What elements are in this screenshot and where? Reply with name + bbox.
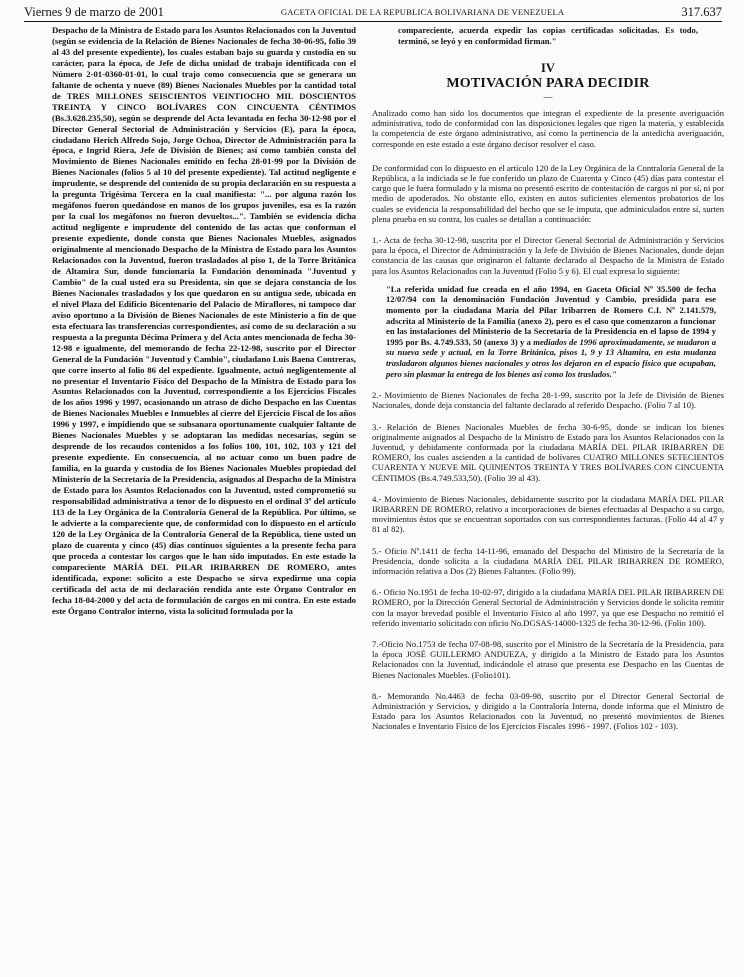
right-column [372,25,724,732]
header-gazette-title: GACETA OFICIAL DE LA REPUBLICA BOLIVARIANA DE VENEZUELA [280,7,565,17]
evidence-item-1: 1.- Acta de fecha 30-12-98, suscrita por el Director General Sectorial de Administración y Servicios para la época, el Director de Administración y la Jefe de División de Bienes Nacionales, donde dejan constancia de las causas que originaron el faltante declarado al Despacho de la Ministra de Estado para los Asuntos Relacionados con la Juventud (Folio 5 y 6). El cual expresa lo siguiente: [372,235,724,276]
evidence-item-2: 2.- Movimiento de Bienes Nacionales de fecha 28-1-99, suscrito por la Jefe de División de Bienes Nacionales, donde deja constancia del faltante declarado al referido Despacho. (Folio 7 al 10). [372,390,724,411]
header-page-number: 317.637 [681,5,722,19]
evidence-item-3: 3.- Relación de Bienes Nacionales Muebles de fecha 30-6-95, donde se indican los bienes originalmente asignados al Despacho de la Ministro de Estado para los Asuntos Relacionados con la Juventud, y debidamente conformada por la ciudadana MARÍA DEL PILAR IRIBARREN DE ROMERO, los cuales ascienden a la cantidad de bolívares CUATRO MILLONES SETECIENTOS CUARENTA Y NUEVE MIL QUINIENTOS TREINTA Y TRES BOLÍVARES CON CINCUENTA CÉNTIMOS (Bs.4.749.533,50). (Folio 39 al 43). [372,421,724,483]
evidence-item-7: 7.-Oficio No.1753 de fecha 07-08-98, suscrito por el Ministro de la Secretaría de la Presidencia, para la época JOSÉ GUILLERMO ANDUEZA, y dirigido a la Ministro de Estado para los Asuntos Relacionados con la Juventud, indicándole el atraso que presenta ese Despacho en las Cuentas de Bienes Nacionales Muebles. (Folio101). [372,639,724,680]
acta-quote-italic: mediados de 1996 aproximadamente, se mudaron a su nueva sede y actual, en la Torre Británica, pisos 1, 9 y 13 Altamira, en esta mudanza trasladaron algunos bienes nacionales y otros los dejaron en el espacio físico que ocupaban, pero sin plasmar la entrega de los bienes así como los traslados." [386,336,716,379]
closing-paragraph: compareciente, acuerda expedir las copias certificadas solicitadas. Es todo, terminó, se leyó y en conformidad firman." [398,25,698,46]
section-number: IV [541,61,555,75]
section-title: MOTIVACIÓN PARA DECIDIR [446,76,650,91]
evidence-item-8: 8.- Memorando No.4463 de fecha 03-09-98, suscrito por el Director General Sectorial de Administración y Servicios, y dirigido a la Contraloría Interna, donde informa que el Ministro de Estado para los Asuntos Relacionados con la Juventud, no presentó movimientos de Bienes Nacionales e Inventario Físico de los Ejercicios Fiscales 1996 - 1997. (Folios 102 - 103). [372,690,724,732]
header-date: Viernes 9 de marzo de 2001 [24,5,164,19]
evidence-item-5: 5.- Oficio Nº.1411 de fecha 14-11-96, emanado del Despacho del Ministro de la Secretaría de la Presidencia, donde solicita a la ciudadana MARÍA DEL PILAR IRIBARREN DE ROMERO, información relativa a Dos (2) Bienes Faltantes. (Folio 99). [372,545,724,577]
analysis-paragraph: Analizado como han sido los documentos que integran el expediente de la presente averiguación administrativa, todo de conformidad con las disposiciones legales que rigen la materia, y establecida la competencia de este órgano administrativo, así como la pertinencia de la antedicha averiguación, corresponde en este estado a este órgano decisor resolver el caso. [372,108,724,149]
left-column-text: Despacho de la Ministra de Estado para los Asuntos Relacionados con la Juventud (según se evidencia de la Relación de Bienes Nacionales de fecha 30-06-95, folio 39 al 43 del presente expediente), los cuales estaban bajo su guarda y custodia en su carácter, para la época, de Jefe de dicha unidad de trabajo identificada con el Número 2-01-0360-01-01, lo cual trajo como consecuencia que se generara un faltante de ochenta y nueve (89) Bienes Nacionales Muebles por la cantidad total de TRES MILLONES SEISCIENTOS VEINTIOCHO MIL DOSCIENTOS TREINTA Y CINCO BOLÍVARES CON CINCUENTA CÉNTIMOS (Bs.3.628.235,50), según se desprende del Acta levantada en fecha 30-12-98 por el Director General Sectorial de Administración y Servicios (E), para la época, ciudadano Herich Alfredo Sojo, Jorge Ochoa, Director de Administración para la época, e Ingrid Riera, Jefe de División de Bienes; así como también consta del Movimiento de Bienes Nacionales emitido en fecha 28-01-99 por la División de Bienes Nacionales (folios 5 al 10 del presente expediente). Tal actitud negligente e imprudente, se desprende del contenido de su propia declaración en su respuesta a la pregunta Trigésima Tercera en la cual manifiesta: "... por alguna razón los megáfonos fueron quedándose en manos de los grupos juveniles, esa es la razón por la cual los megáfonos no fueron devueltos...". También se evidencia dicha actitud negligente e imprudente del contenido de las actas que conforman el presente expediente, donde consta que Bienes Nacionales Muebles, asignados originalmente al mencionado Despacho de la Ministra de Estado para los Asuntos Relacionados con la Juventud, fueron trasladados al piso 1, de la Torre Británica de Altamira Sur, donde funcionaria la Fundación denominada "Juventud y Cambio" de la cual usted era su Presidenta, sin que se dejara constancia de los Bienes Nacionales trasladados y los que quedaron en su antigua sede, ubicada en el nivel Plaza del Edificio Bicentenario del Palacio de Miraflores, ni tampoco dar aviso oportuno a la División de Bienes Nacionales de este Ministerio a fin de que esta efectuara las transferencias correspondientes, así como de su declaración a su respuesta a la pregunta Décima Primera y del Acta antes mencionada de fecha 30-12-98 e igualmente, del memorando de fecha 22-12-98, suscrito por el Director General de la Fundación "Juventud y Cambio", ciudadano Luís Baena Contreras, que corre inserto al folio 86 del expediente. Igualmente, actuó negligentemente al no presentar el Inventario Físico del Despacho de la Ministra de Estado para los Asuntos Relacionados con la Juventud, correspondiente a los Ejercicios Fiscales de los años 1996 y 1997, ocasionando un atraso de dicho Despacho en las Cuentas de Bienes Nacionales Muebles e Inmuebles al cierre del Ejercicio Fiscal de los años 1996 y 1997, e impidiendo que se subsanara oportunamente cualquier faltante de Bienes Nacionales Muebles y se adoptaran las medidas necesarias, según se desprende de los recaudos contenidos a los folios 100, 101, 102, 103 y 121 del presente expediente. En consecuencia, al no actuar como un buen padre de familia, en la guarda y custodia de los Bienes Nacionales Muebles propiedad del Ministerio de la Secretaría de la Presidencia, asignados al Despacho de la Ministra de Estado para los Asuntos Relacionados con la Juventud, usted comprometió su responsabilidad administrativa a tenor de lo dispuesto en el ordinal 3º del artículo 113 de la Ley Orgánica de la Contraloría General de la República. Por último, se le advierte a la compareciente que, de conformidad con lo dispuesto en el artículo 120 de la Ley Orgánica de la Contraloría General de la República, tiene usted un plazo de cuarenta y cinco (45) días continuos siguientes a la presente fecha para que proceda a contestar los cargos que le han sido imputados. En este estado la compareciente MARÍA DEL PILAR IRIBARREN DE ROMERO, antes identificada, expone: solicito a este Despacho se sirva expedirme una copia certificada del acta de mi declaración rendida ante este Órgano Contralor en fecha 18-04-2000 y del acta de formulación de cargos en mi contra. En este estado este Órgano Contralor interno, vista la solicitud formulada por la [52,25,356,616]
left-column [52,25,356,616]
acta-quote-regular: "La referida unidad fue creada en el año 1994, en Gaceta Oficial Nº 35.500 de fecha 12/07/94 con la denominación Fundación Juventud y Cambio, presidida para ese momento por la ciudadana María del Pilar Iribarren de Romero C.I. Nº 2.141.579, adscrita al Ministerio de la Familia (anexo 2), pero es el caso que comenzaron a funcionar en las instalaciones del Ministerio de la Secretaría de la Presidencia en el lapso de 1994 y 1995 por Bs. 4.749.533, 50 (anexo 3) y a [386,283,716,347]
acta-quote [386,284,716,379]
evidence-item-6: 6.- Oficio No.1951 de fecha 10-02-97, dirigido a la ciudadana MARÍA DEL PILAR IRIBARREN DE ROMERO, por la Dirección General Sectorial de Administración y Servicios donde le solicita remitir con la mayor brevedad posible el Inventario Físico al año 1997, ya que ese Despacho no remitió el referido inventario solicitado con oficio No.DGSAS-14000-1325 de fecha 30-12-96. (Folio 100). [372,587,724,628]
gazette-header [24,0,722,22]
evidence-item-4: 4.- Movimiento de Bienes Nacionales, debidamente suscrito por la ciudadana MARÍA DEL PILAR IRIBARREN DE ROMERO, relativo a incorporaciones de bienes efectuadas al Despacho a su cargo, movimientos éstos que se encuentran soportados con sus correspondientes facturas. (Folio 44 al 47 y 81 al 82). [372,493,724,535]
section-dash: — [543,92,553,102]
conformity-paragraph: De conformidad con lo dispuesto en el artículo 120 de la Ley Orgánica de la Contraloría General de la República, a la indiciada se le fue conferido un plazo de Cuarenta y Cinco (45) días para contestar el cargo que le fuera formulado y la misma no presentó escrito de contestación de cargos ni por sí, ni por medio de apoderados. No obstante ello, existen en autos suficientes elementos probatorios de los cuales se evidencia la responsabilidad del hecho que se le imputa, que adminiculados entre sí, surten plena prueba en su contra, los cuales se detallan a continuación: [372,162,724,224]
